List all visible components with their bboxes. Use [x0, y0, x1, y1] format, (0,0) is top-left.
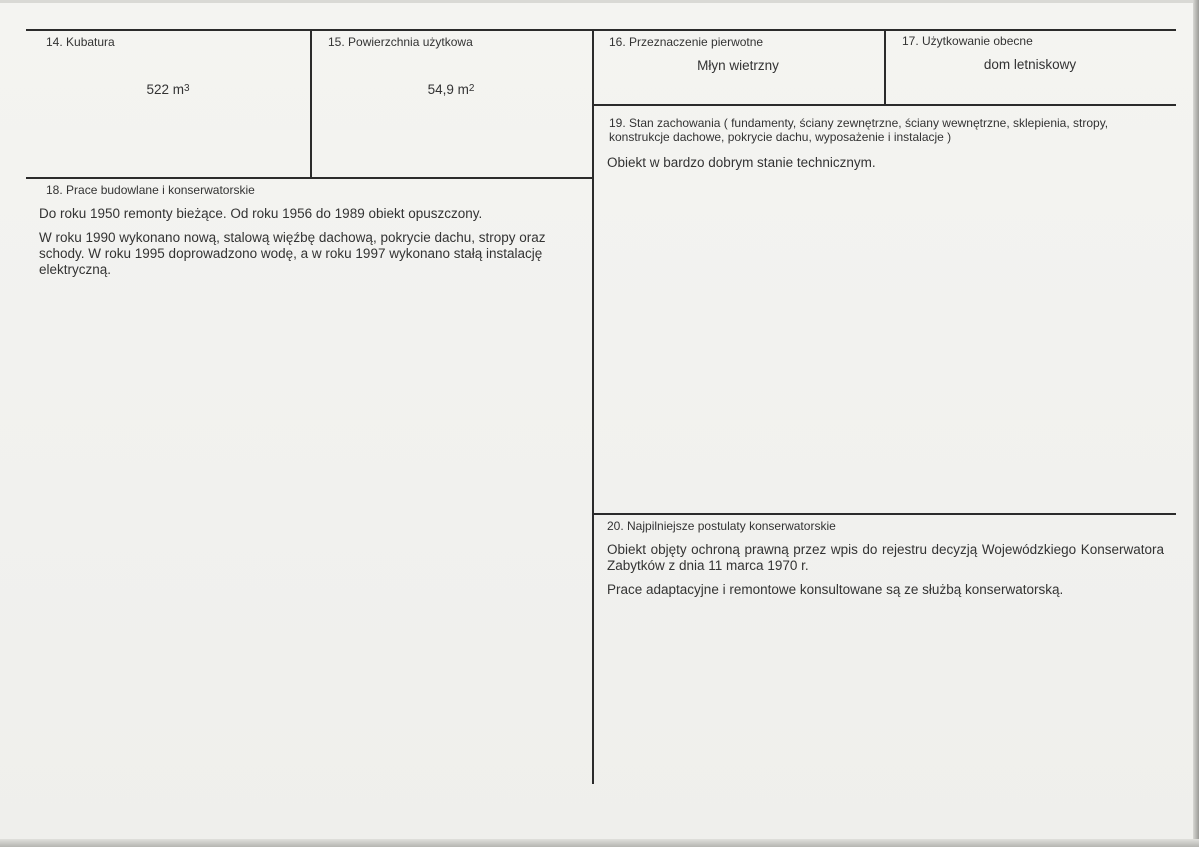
field-19-text — [607, 155, 1167, 179]
field-14-value — [26, 82, 310, 97]
rule-under-16-17 — [592, 104, 1176, 106]
field-20-paragraph-2: Prace adaptacyjne i remontowe konsultowane są ze służbą konserwatorską. — [607, 582, 1064, 597]
divider-main — [592, 29, 594, 784]
field-19-paragraph-1: Obiekt w bardzo dobrym stanie technicznym. — [607, 155, 876, 170]
field-14-number: 522 m — [146, 82, 184, 97]
field-14-unit-exponent: 3 — [183, 83, 190, 94]
bottom-edge — [0, 839, 1199, 847]
field-17-label: 17. Użytkowanie obecne — [902, 34, 1033, 48]
top-rule — [26, 29, 1176, 31]
field-16-value: Młyn wietrzny — [697, 58, 779, 73]
field-20-label: 20. Najpilniejsze postulaty konserwatorskie — [607, 519, 836, 533]
field-20-text — [607, 542, 1164, 606]
field-20-paragraph-1: Obiekt objęty ochroną prawną przez wpis do rejestru decyzją Wojewódzkiego Konserwatora Zabytków z dnia 11 marca 1970 r. — [607, 542, 1164, 573]
top-edge — [0, 0, 1199, 3]
rule-above-20 — [592, 513, 1176, 515]
right-edge — [1193, 0, 1199, 847]
field-15-value — [310, 82, 592, 97]
field-18-label: 18. Prace budowlane i konserwatorskie — [46, 183, 255, 197]
field-18-paragraph-2: W roku 1990 wykonano nową, stalową więźbę dachową, pokrycie dachu, stropy oraz schody. W roku 1995 doprowadzono wodę, a w roku 1997 wykonano stałą instalację elektryczną. — [39, 230, 546, 277]
field-15-unit-exponent: 2 — [468, 83, 475, 94]
field-18-paragraph-1: Do roku 1950 remonty bieżące. Od roku 1956 do 1989 obiekt opuszczony. — [39, 206, 483, 221]
field-19-label: 19. Stan zachowania ( fundamenty, ściany zewnętrzne, ściany wewnętrzne, sklepienia, stropy, konstrukcje dachowe, pokrycie dachu, wyposażenie i instalacje ) — [609, 116, 1109, 144]
field-18-text — [39, 206, 581, 286]
field-15-label: 15. Powierzchnia użytkowa — [328, 35, 473, 49]
field-15-number: 54,9 m — [427, 82, 469, 97]
field-14-label: 14. Kubatura — [46, 35, 115, 49]
field-16-label: 16. Przeznaczenie pierwotne — [609, 35, 764, 49]
field-17-value: dom letniskowy — [983, 57, 1077, 72]
divider-14-15 — [310, 29, 312, 178]
rule-under-14-15 — [26, 177, 593, 179]
